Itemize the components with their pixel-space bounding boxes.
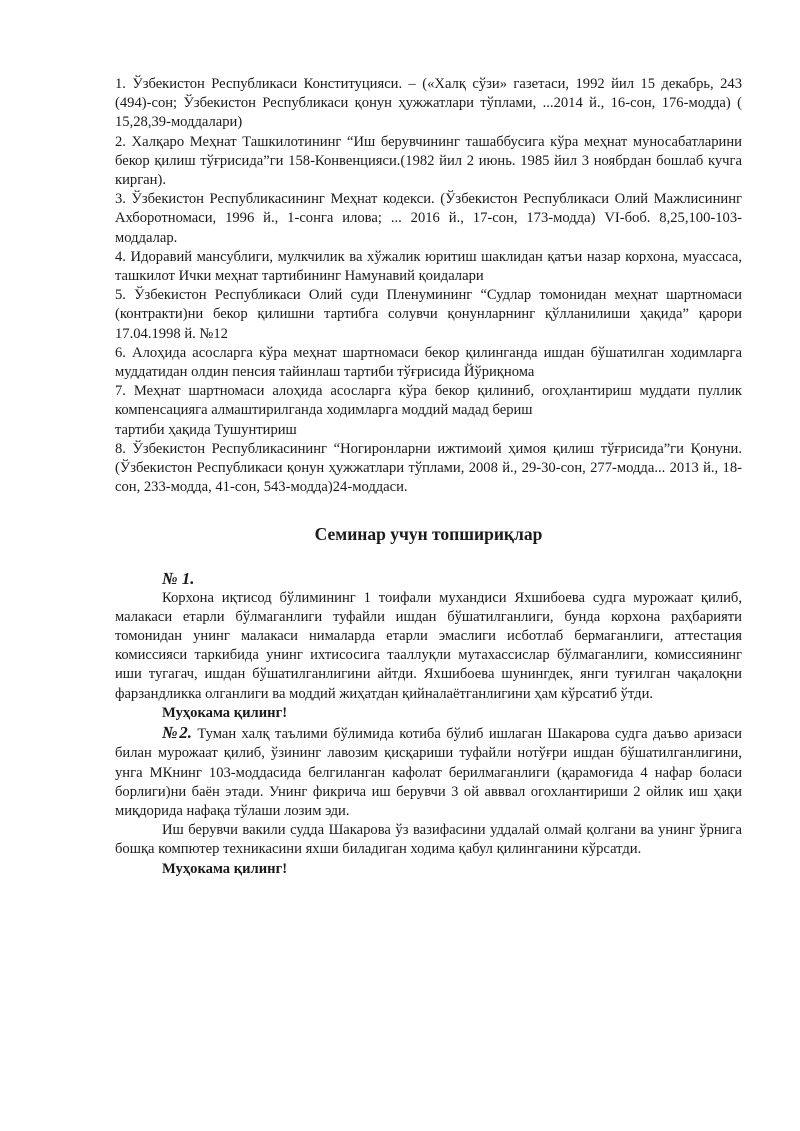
- reference-item: 4. Идоравий мансублиги, мулкчилик ва хўжалик юритиш шаклидан қатъи назар корхона, муассаса, ташкилот Ички меҳнат тартибининг Намунавий қоидалари: [115, 248, 742, 285]
- reference-item: 2. Халқаро Меҳнат Ташкилотининг “Иш берувчининг ташаббусига кўра меҳнат муносабатларини бекор қилиш тўғрисида”ги 158-Конвенцияси.(1982 йил 2 июнь. 1985 йил 3 ноябрдан бошлаб кучга кирган).: [115, 133, 742, 189]
- reference-item: 8. Ўзбекистон Республикасининг “Ногиронларни ижтимоий ҳимоя қилиш тўғрисида”ги Қонуни.(Ўзбекистон Республикаси қонун ҳужжатлари тўплами, 2008 й., 29-30-сон, 277-модда... 2013 й., 18-сон, 233-модда, 41-сон, 543-модда)24-моддаси.: [115, 440, 742, 496]
- reference-item: 3. Ўзбекистон Республикасининг Меҳнат кодекси. (Ўзбекистон Республикаси Олий Мажлисининг Ахборотномаси, 1996 й., 1-сонга илова; ... 2016 й., 17-сон, 173-модда) VI-боб. 8,25,100-103-моддалар.: [115, 191, 742, 246]
- reference-item: 1. Ўзбекистон Республикаси Конституцияси. – («Халқ сўзи» газетаси, 1992 йил 15 декабрь, 243 (494)-сон; Ўзбекистон Республикаси қонун ҳужжатлари тўплами, ...2014 й., 16-сон, 176-модда) ( 15,28,39-моддалари): [115, 76, 742, 131]
- seminar-heading: Семинар учун топшириқлар: [314, 524, 543, 545]
- task-2-number: №2.: [162, 723, 193, 743]
- reference-item: 5. Ўзбекистон Республикаси Олий суди Пленумининг “Судлар томонидан меҳнат шартномаси (контракти)ни бекор қилишни тартибга солувчи қонунларнинг қўлланилиши ҳақида” қарори 17.04.1998 й. №12: [115, 287, 742, 342]
- task-1-number: № 1.: [162, 569, 195, 589]
- task-1-text: Корхона иқтисод бўлимининг 1 тоифали мухандиси Яхшибоева судга мурожаат қилиб, малакаси етарли бўлмаганлиги туфайли ишдан бўшатилганлиги, бунда корхона раҳбарияти томонидан унинг малакаси нималарда етарли эмаслиги исботлаб бермаганлиги, аттестация комиссияси таркибида унинг ихтисосига тааллуқли мутахассислар бўлмаганлиги, комиссиянинг иши тугагач, ишдан бўшатилганлигини айтди. Яхшибоева шунингдек, янги туғилган чақалоқни фарзандликка олганлиги ва моддий жиҳатдан қийналаётганлигини ҳам кўрсатиб ўтди.: [115, 589, 742, 702]
- task-2-discuss: Муҳокама қилинг!: [162, 860, 288, 877]
- reference-item: тартиби ҳақида Тушунтириш: [115, 421, 297, 438]
- references-list: [115, 75, 742, 497]
- task-2-paragraph: [115, 723, 742, 821]
- task-2: [115, 723, 742, 879]
- reference-item: 7. Меҳнат шартномаси алоҳида асосларга кўра бекор қилиниб, огоҳлантириш муддати пуллик компенсацияга алмаштирилганда ходимларга моддий мадад бериш: [115, 383, 742, 419]
- task-1-discuss: Муҳокама қилинг!: [162, 704, 288, 721]
- task-2-text: Туман халқ таълими бўлимида котиба бўлиб ишлаган Шакарова судга даъво аризаси билан мурожаат қилиб, ўзининг лавозим қисқариши туфайли нотўғри ишдан бўшатилганлигини, унга МКнинг 103-моддасида белгиланган кафолат берилмаганлиги (қарамоғида 4 нафар боласи борлиги)ни баён этади. Унинг фикрича иш берувчи 3 ой авввал огохлантириши 2 ойлик иш ҳақи миқдорида нафақа тўлаши лозим эди.: [115, 726, 742, 819]
- reference-item: 6. Алоҳида асосларга кўра меҳнат шартномаси бекор қилинганда ишдан бўшатилган ходимларга муддатидан олдин пенсия тайинлаш тартиби тўғрисида Йўриқнома: [115, 344, 742, 381]
- task-1: [115, 569, 742, 723]
- document-page: [115, 75, 742, 879]
- task-2-text-2: Иш берувчи вакили судда Шакарова ўз вазифасини уддалай олмай қолгани ва унинг ўрнига бошқа компютер техникасини яхши биладиган ходима қабул қилинганини кўрсатди.: [115, 822, 742, 858]
